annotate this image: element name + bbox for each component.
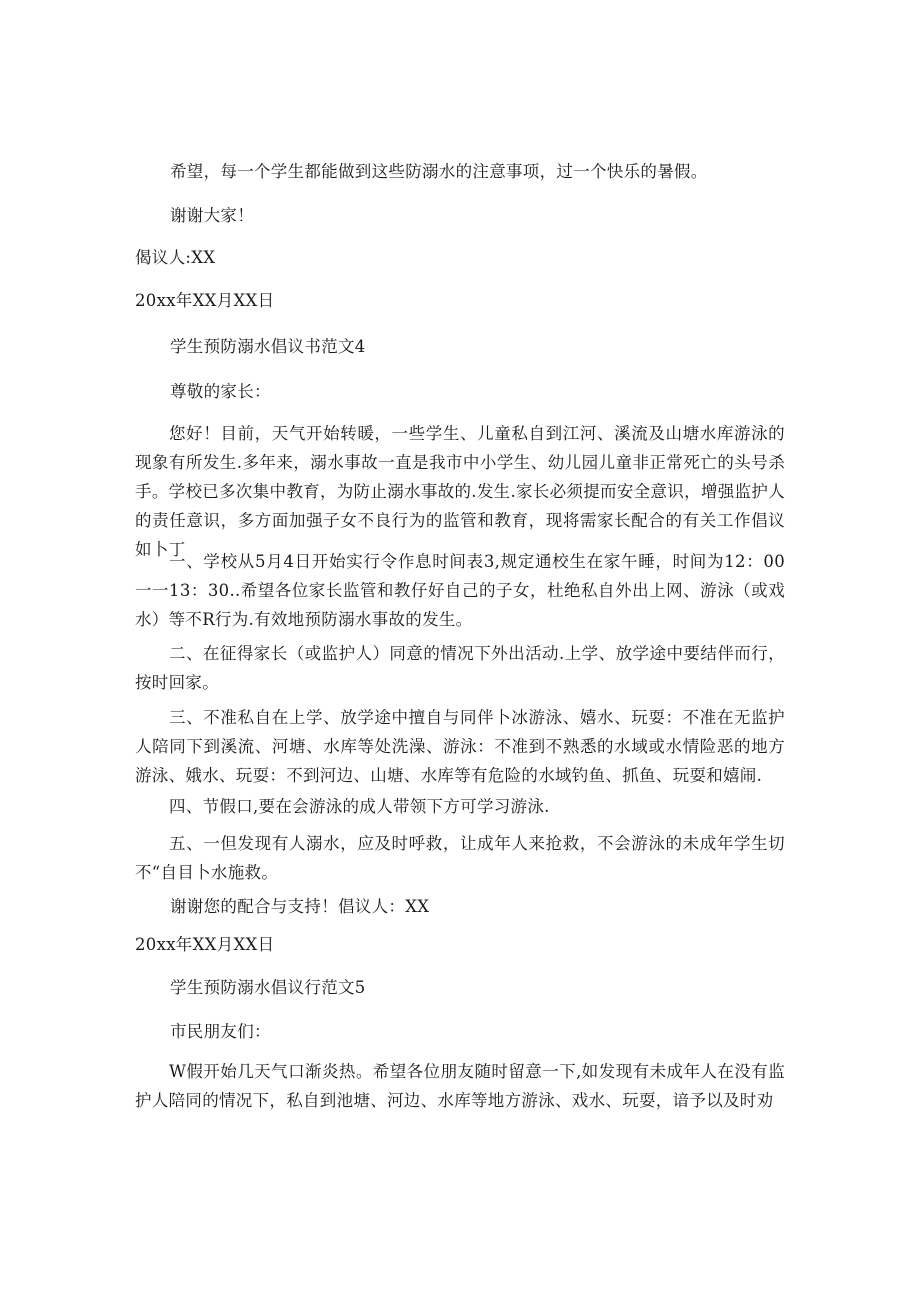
- citizens-paragraph: W假开始几天气口渐炎热。希望各位朋友随时留意一下,如发现有未成年人在没有监护人陪同的情况下，私自到池塘、河边、水库等地方游泳、戏水、玩耍，谙予以及时劝: [135, 1062, 785, 1110]
- item-four-paragraph: 四、节假口,要在会游泳的成人带领下方可学习游泳.: [169, 797, 550, 816]
- item-one-paragraph: 一、学校从5月4日开始实行令作息时间表3,规定通校生在家午睡，时间为12：00一一13：30..希望各位家长监管和教仔好自己的子女，杜绝私自外出上网、游泳（或戏水）等不R行为.有效地预防溺水事故的发生。: [135, 552, 785, 629]
- section-title-4: 学生预防溺水倡议书范文4: [170, 337, 366, 356]
- item-two-paragraph: 二、在征得家长（或监护人）同意的情况下外出活动.上学、放学途中要结伴而行，按时回家。: [135, 644, 785, 692]
- item-five-paragraph: 五、一但发现有人溺水，应及时呼救，让成年人来抢救，不会游泳的未成年学生切不“自目卜水施救。: [135, 834, 785, 882]
- salutation-citizens: 市民朋友们：: [170, 1022, 271, 1041]
- section-title-5: 学生预防溺水倡议行范文5: [170, 978, 366, 997]
- item-three-paragraph: 三、不准私自在上学、放学途中擅自与同伴卜冰游泳、嬉水、玩耍：不准在无监护人陪同下到溪流、河塘、水库等处洗澡、游泳：不准到不熟悉的水域或水情险恶的地方游泳、娥水、玩耍：不到河边、山塘、水库等有危险的水域钓鱼、抓鱼、玩耍和嬉闹.: [135, 708, 785, 785]
- intro-paragraph: 您好！目前，天气开始转暖，一些学生、儿童私自到江河、溪流及山塘水库游泳的现象有所发生.多年来，溺水事故一直是我市中小学生、幼儿园儿童非正常死亡的头号杀手。学校已多次集中教育，为防止溺水事故的.发生.家长必须提而安全意识，增强监护人的责任意识，多方面加强子女不良行为的监管和教育，现将需家长配合的有关工作倡议如卜丁: [135, 424, 785, 559]
- thanks-line: 谢谢大家！: [170, 206, 254, 225]
- closing-wish: 希望，每一个学生都能做到这些防溺水的注意事项，过一个快乐的暑假。: [170, 162, 708, 181]
- date-line-2: 20xx年XX月XX日: [135, 935, 275, 954]
- thanks-support-line: 谢谢您的配合与支持！倡议人：XX: [170, 897, 430, 916]
- date-line: 20xx年XX月XX日: [135, 291, 275, 310]
- salutation-parents: 尊敬的家长：: [170, 382, 271, 401]
- proposer-line: 偈议人:XX: [135, 248, 216, 267]
